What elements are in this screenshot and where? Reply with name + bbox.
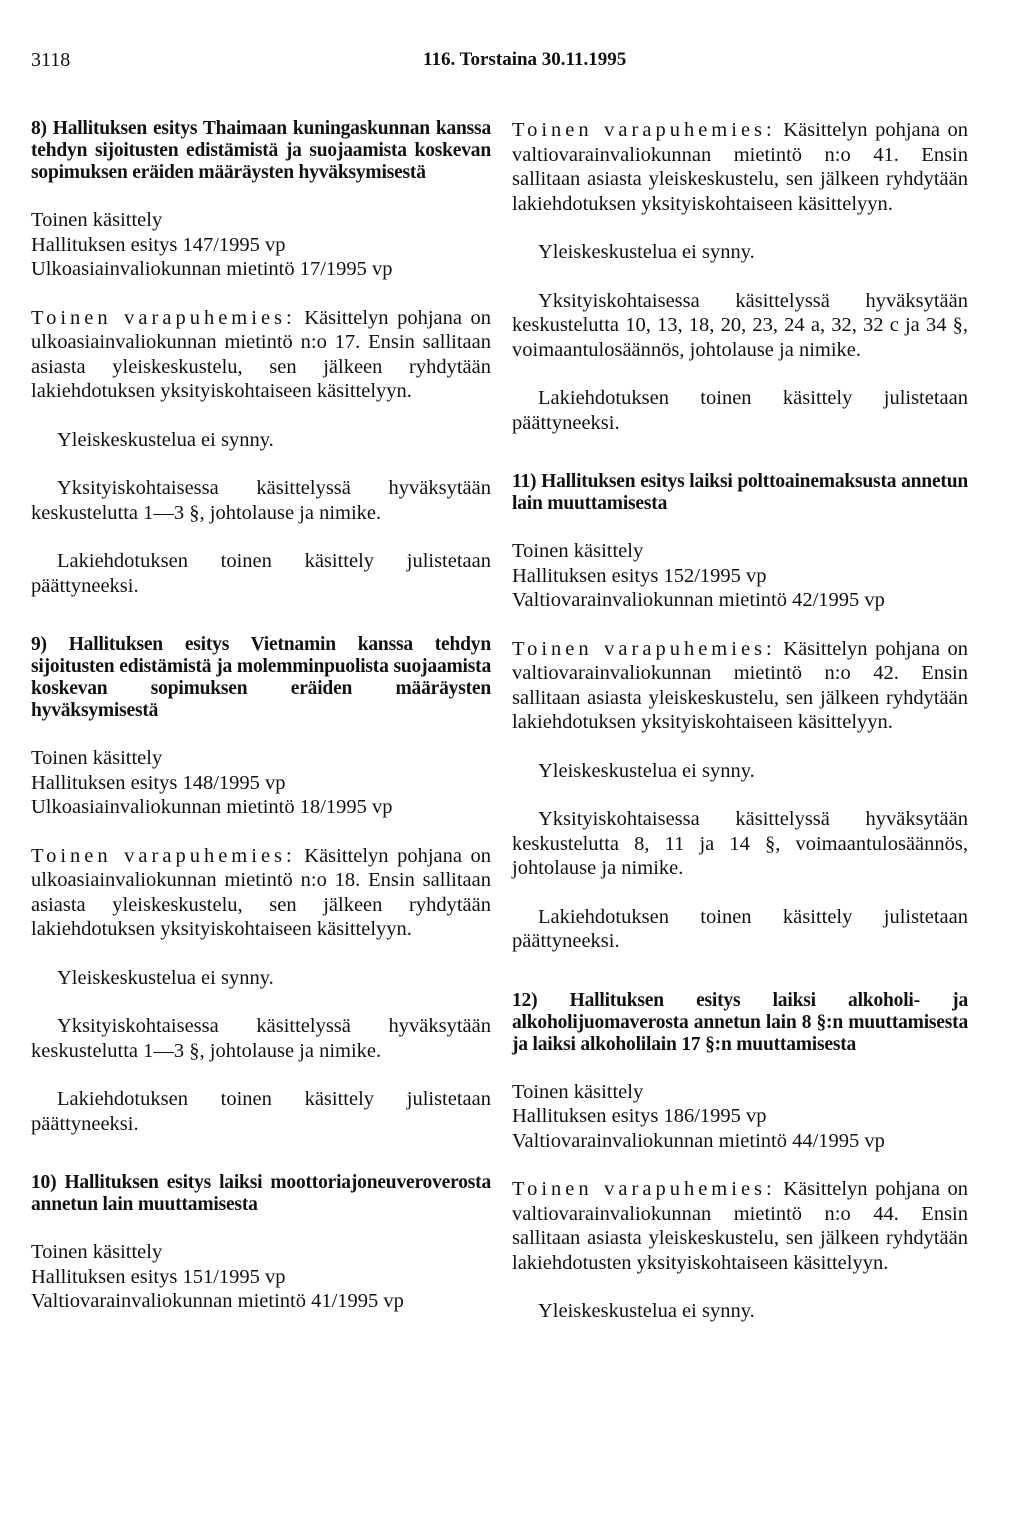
committee-reference: Valtiovarainvaliokunnan mietintö 42/1995 vp: [512, 589, 885, 611]
item-9-references: [31, 746, 491, 820]
handling-label: Toinen käsittely: [512, 540, 644, 562]
general-discussion: Yleiskeskustelua ei synny.: [538, 759, 755, 782]
speaker-name: Toinen varapuhemies:: [31, 844, 296, 867]
item-11-title: 11) Hallituksen esitys laiksi polttoainemaksusta annetun lain muuttamisesta: [512, 471, 968, 514]
general-discussion: Yleiskeskustelua ei synny.: [57, 428, 274, 451]
item-11-references: [512, 539, 968, 613]
item-10-references: [31, 1240, 491, 1314]
detailed-handling: Yksityiskohtaisessa käsittelyssä hyväksytään keskustelutta 10, 13, 18, 20, 23, 24 a, 32, 32 c ja 34 §, voimaantulosäännös, johtolause ja nimike.: [512, 289, 968, 361]
item-10-title: 10) Hallituksen esitys laiksi moottoriajoneuveroverosta annetun lain muuttamisesta: [31, 1172, 491, 1215]
handling-label: Toinen käsittely: [512, 1080, 644, 1103]
speaker-paragraph: [512, 637, 968, 735]
closing-statement: Lakiehdotuksen toinen käsittely julistetaan päättyneeksi.: [512, 387, 968, 434]
closing-statement: Lakiehdotuksen toinen käsittely julistetaan päättyneeksi.: [512, 905, 968, 952]
speaker-statement: Käsittelyn pohjana on ulkoasiainvaliokunnan mietintö n:o 17. Ensin sallitaan asiasta yleiskeskustelu, sen jälkeen ryhdytään lakiehdotuksen yksityiskohtaiseen käsittelyyn.: [31, 306, 492, 402]
left-column: [31, 118, 491, 1314]
speaker-name: Toinen varapuhemies:: [512, 119, 776, 141]
proposal-reference: Hallituksen esitys 147/1995 vp: [31, 233, 286, 256]
handling-label: Toinen käsittely: [31, 1241, 163, 1263]
handling-label: Toinen käsittely: [31, 209, 163, 231]
speaker-statement: Käsittelyn pohjana on valtiovarainvaliokunnan mietintö n:o 41. Ensin sallitaan asiasta yleiskeskustelu, sen jälkeen ryhdytään lakiehdotuksen yksityiskohtaiseen käsittelyyn.: [512, 119, 969, 215]
item-11: [512, 471, 968, 954]
item-8: [31, 118, 491, 598]
page-header: [31, 48, 971, 74]
speaker-name: Toinen varapuhemies:: [512, 1178, 776, 1200]
speaker-paragraph: [512, 118, 968, 216]
proposal-reference: Hallituksen esitys 151/1995 vp: [31, 1265, 286, 1288]
general-discussion: Yleiskeskustelua ei synny.: [538, 241, 755, 263]
committee-reference: Valtiovarainvaliokunnan mietintö 41/1995 vp: [31, 1290, 404, 1312]
general-discussion: Yleiskeskustelua ei synny.: [538, 1300, 755, 1322]
proposal-reference: Hallituksen esitys 152/1995 vp: [512, 564, 767, 587]
detailed-handling: Yksityiskohtaisessa käsittelyssä hyväksytään keskustelutta 1—3 §, johtolause ja nimike.: [31, 477, 491, 524]
running-title: 116. Torstaina 30.11.1995: [423, 49, 627, 70]
speaker-statement: Käsittelyn pohjana on valtiovarainvaliokunnan mietintö n:o 44. Ensin sallitaan asiasta yleiskeskustelu, sen jälkeen ryhdytään lakiehdotusten yksityiskohtaiseen käsittelyyn.: [512, 1178, 969, 1274]
committee-reference: Valtiovarainvaliokunnan mietintö 44/1995 vp: [512, 1129, 885, 1152]
speaker-name: Toinen varapuhemies:: [512, 637, 776, 660]
item-9: [31, 634, 491, 1136]
right-column: [512, 118, 968, 1324]
detailed-handling: Yksityiskohtaisessa käsittelyssä hyväksytään keskustelutta 8, 11 ja 14 §, voimaantulosäännös, johtolause ja nimike.: [512, 808, 968, 879]
item-12-title: 12) Hallituksen esitys laiksi alkoholi- ja alkoholijuomaverosta annetun lain 8 §:n muuttamisesta ja laiksi alkoholilain 17 §:n muuttamisesta: [512, 989, 968, 1055]
item-8-references: [31, 208, 491, 282]
item-10: [31, 1172, 491, 1314]
speaker-name: Toinen varapuhemies:: [31, 306, 296, 329]
item-8-title: 8) Hallituksen esitys Thaimaan kuningaskunnan kanssa tehdyn sijoitusten edistämistä ja suojaamista koskevan sopimuksen eräiden määräysten hyväksymisestä: [31, 118, 491, 183]
detailed-handling: Yksityiskohtaisessa käsittelyssä hyväksytään keskustelutta 1—3 §, johtolause ja nimike.: [31, 1015, 491, 1062]
speaker-paragraph: [512, 1177, 968, 1275]
closing-statement: Lakiehdotuksen toinen käsittely julistetaan päättyneeksi.: [31, 550, 491, 597]
general-discussion: Yleiskeskustelua ei synny.: [57, 966, 274, 989]
proposal-reference: Hallituksen esitys 148/1995 vp: [31, 771, 286, 794]
speaker-statement: Käsittelyn pohjana on ulkoasiainvaliokunnan mietintö n:o 18. Ensin sallitaan asiasta yleiskeskustelu, sen jälkeen ryhdytään lakiehdotuksen yksityiskohtaiseen käsittelyyn.: [31, 844, 492, 940]
item-10-continued: [512, 118, 968, 435]
item-9-title: 9) Hallituksen esitys Vietnamin kanssa tehdyn sijoitusten edistämistä ja molemminpuolista suojaamista koskevan sopimuksen eräiden määräysten hyväksymisestä: [31, 634, 491, 721]
closing-statement: Lakiehdotuksen toinen käsittely julistetaan päättyneeksi.: [31, 1088, 491, 1135]
item-12: [512, 990, 968, 1324]
speaker-paragraph: [31, 306, 491, 404]
committee-reference: Ulkoasiainvaliokunnan mietintö 17/1995 vp: [31, 258, 393, 280]
committee-reference: Ulkoasiainvaliokunnan mietintö 18/1995 vp: [31, 796, 393, 818]
speaker-statement: Käsittelyn pohjana on valtiovarainvaliokunnan mietintö n:o 42. Ensin sallitaan asiasta yleiskeskustelu, sen jälkeen ryhdytään lakiehdotuksen yksityiskohtaiseen käsittelyyn.: [512, 637, 969, 733]
handling-label: Toinen käsittely: [31, 747, 163, 769]
item-12-references: [512, 1080, 968, 1154]
page-number: 3118: [31, 49, 71, 71]
speaker-paragraph: [31, 844, 491, 942]
proposal-reference: Hallituksen esitys 186/1995 vp: [512, 1105, 767, 1127]
